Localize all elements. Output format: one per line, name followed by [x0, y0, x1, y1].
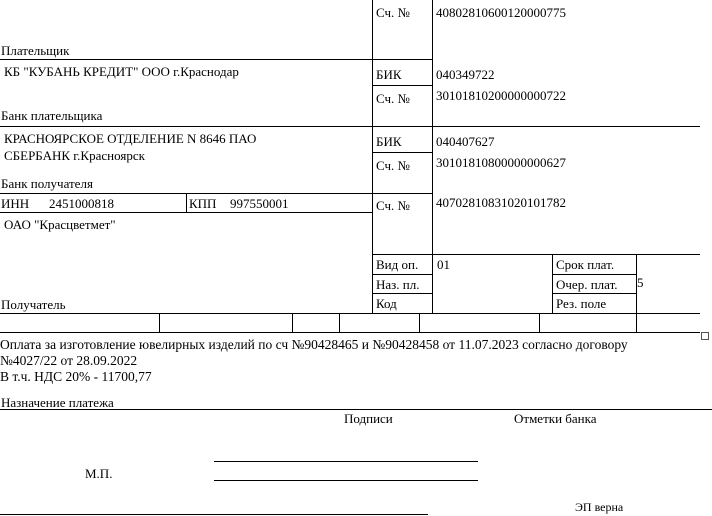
bank-marks-label: Отметки банка	[514, 411, 597, 426]
ocher-value: 5	[637, 275, 644, 290]
row-line-payer	[0, 59, 372, 60]
row-line-vidop	[372, 274, 432, 275]
payer-label: Плательщик	[1, 43, 70, 58]
ocher-label: Очер. плат.	[556, 277, 618, 292]
corner-marker	[701, 332, 709, 340]
row-line-ocher	[552, 293, 636, 294]
mp-label: М.П.	[85, 466, 113, 481]
kod-label: Код	[376, 296, 397, 311]
payee-bank-account: 30101810800000000627	[436, 155, 566, 170]
row-line-payee	[0, 313, 700, 314]
payer-bank-account-label: Сч. №	[376, 91, 410, 106]
row-line-payee-bank	[0, 193, 432, 194]
row-line-nazpl	[372, 293, 432, 294]
kpp-label: КПП	[189, 196, 217, 211]
payer-account-label: Сч. №	[376, 5, 410, 20]
column-divider-srok	[552, 255, 553, 313]
inn-label: ИНН	[1, 196, 30, 211]
naz-pl-label: Наз. пл.	[376, 277, 420, 292]
tax-cell-divider	[539, 313, 540, 332]
payer-bank-bik: 040349722	[436, 67, 495, 82]
signature-line-2	[214, 480, 478, 481]
payee-bank-name-line2: СБЕРБАНК г.Красноярск	[4, 148, 145, 163]
column-divider-main	[372, 0, 373, 313]
vid-op-label: Вид оп.	[376, 257, 419, 272]
payee-bank-label: Банк получателя	[1, 176, 93, 191]
column-divider-values	[432, 0, 433, 255]
payer-bank-label: Банк плательщика	[1, 108, 103, 123]
row-line-acc1	[372, 85, 432, 86]
tax-cell-divider	[159, 313, 160, 332]
column-divider-values-low	[432, 255, 433, 313]
payee-account-label: Сч. №	[376, 198, 410, 213]
payee-bank-account-label: Сч. №	[376, 158, 410, 173]
ep-label: ЭП верна	[575, 500, 624, 514]
payee-name: ОАО "Красцветмет"	[4, 217, 116, 232]
row-line-srok	[552, 274, 636, 275]
payer-bank-name: КБ "КУБАНЬ КРЕДИТ" ООО г.Краснодар	[4, 64, 239, 79]
tax-cell-divider	[636, 313, 637, 332]
row-line-bik1-top	[372, 59, 432, 60]
tax-row-bottom	[0, 332, 700, 333]
purpose-line-3: В т.ч. НДС 20% - 11700,77	[0, 369, 152, 384]
payee-bank-bik-label: БИК	[376, 134, 402, 149]
purpose-label: Назначение платежа	[1, 395, 114, 410]
tax-cell-divider	[339, 313, 340, 332]
signature-line-1	[214, 461, 478, 462]
row-line-acc2	[372, 152, 432, 153]
payee-label: Получатель	[1, 297, 66, 312]
tax-cell-divider	[419, 313, 420, 332]
tax-cell-divider	[292, 313, 293, 332]
payer-account: 40802810600120000775	[436, 5, 566, 20]
vid-op-value: 01	[437, 257, 450, 272]
row-line-inn	[0, 212, 372, 213]
payment-purpose	[0, 337, 700, 385]
payer-bank-bik-label: БИК	[376, 67, 402, 82]
row-line-account	[372, 254, 700, 255]
inn-kpp-divider	[186, 193, 187, 212]
purpose-line-1: Оплата за изготовление ювелирных изделий по сч №90428465 и №90428458 от 11.07.2023 согласно договору	[0, 337, 628, 352]
srok-label: Срок плат.	[556, 257, 615, 272]
signatures-label: Подписи	[344, 411, 393, 426]
payee-account: 40702810831020101782	[436, 195, 566, 210]
purpose-line-2: №4027/22 от 28.09.2022	[0, 353, 138, 368]
kpp-value: 997550001	[230, 196, 289, 211]
row-line-payer-bank	[0, 126, 700, 127]
payer-bank-account: 30101810200000000722	[436, 88, 566, 103]
inn-value: 2451000818	[49, 196, 114, 211]
payee-bank-name-line1: КРАСНОЯРСКОЕ ОТДЕЛЕНИЕ N 8646 ПАО	[4, 131, 257, 146]
rez-label: Рез. поле	[556, 296, 607, 311]
payee-bank-bik: 040407627	[436, 134, 495, 149]
bottom-line	[0, 514, 428, 515]
